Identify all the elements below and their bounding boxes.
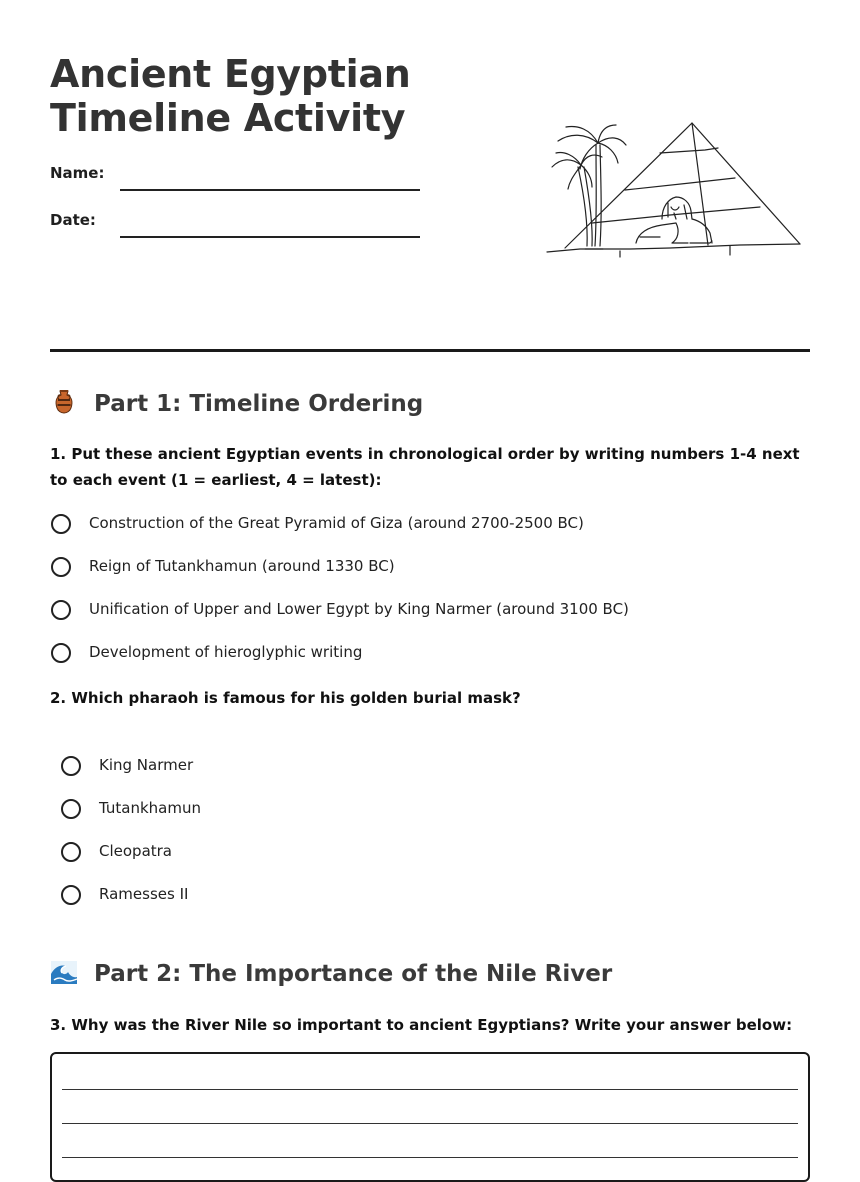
q1-option-label: Unification of Upper and Lower Egypt by King Narmer (around 3100 BC): [89, 600, 629, 618]
amphora-icon: [50, 388, 78, 416]
question-3: 3. Why was the River Nile so important to ancient Egyptians? Write your answer below:: [50, 1016, 793, 1034]
q2-option-label: Cleopatra: [99, 842, 173, 860]
radio-button[interactable]: [51, 643, 71, 663]
radio-button[interactable]: [61, 756, 81, 776]
radio-button[interactable]: [61, 842, 81, 862]
name-label: Name:: [50, 164, 105, 182]
name-field[interactable]: [50, 164, 420, 194]
radio-button[interactable]: [61, 885, 81, 905]
date-label: Date:: [50, 211, 96, 229]
header-divider: [50, 349, 810, 352]
title-line-2: Timeline Activity: [50, 96, 406, 140]
name-line[interactable]: [120, 189, 420, 191]
worksheet-title: [50, 52, 490, 140]
part2-heading: [50, 958, 612, 987]
answer-line: [62, 1089, 798, 1090]
radio-button[interactable]: [51, 600, 71, 620]
part1-heading: [50, 388, 423, 417]
radio-button[interactable]: [61, 799, 81, 819]
part2-title: Part 2: The Importance of the Nile River: [94, 961, 613, 987]
question-1: 1. Put these ancient Egyptian events in chronological order by writing numbers 1-4 next to each event (1 = earliest, 4 = latest):: [50, 445, 800, 489]
part1-title: Part 1: Timeline Ordering: [94, 391, 424, 417]
water-wave-icon: [50, 958, 78, 986]
answer-box[interactable]: [50, 1052, 810, 1182]
date-line[interactable]: [120, 236, 420, 238]
answer-line: [62, 1157, 798, 1158]
date-field[interactable]: [50, 211, 420, 241]
q1-option-label: Construction of the Great Pyramid of Giza (around 2700-2500 BC): [89, 514, 584, 532]
q2-option-label: Ramesses II: [99, 885, 189, 903]
q1-option-label: Reign of Tutankhamun (around 1330 BC): [89, 557, 395, 575]
q2-option-label: King Narmer: [99, 756, 194, 774]
radio-button[interactable]: [51, 557, 71, 577]
title-line-1: Ancient Egyptian: [50, 52, 411, 96]
question-2: 2. Which pharaoh is famous for his golden burial mask?: [50, 689, 521, 707]
answer-line: [62, 1123, 798, 1124]
radio-button[interactable]: [51, 514, 71, 534]
q1-option-label: Development of hieroglyphic writing: [89, 643, 363, 661]
pyramid-sphinx-palm-illustration: [540, 115, 805, 265]
q2-option-label: Tutankhamun: [99, 799, 201, 817]
